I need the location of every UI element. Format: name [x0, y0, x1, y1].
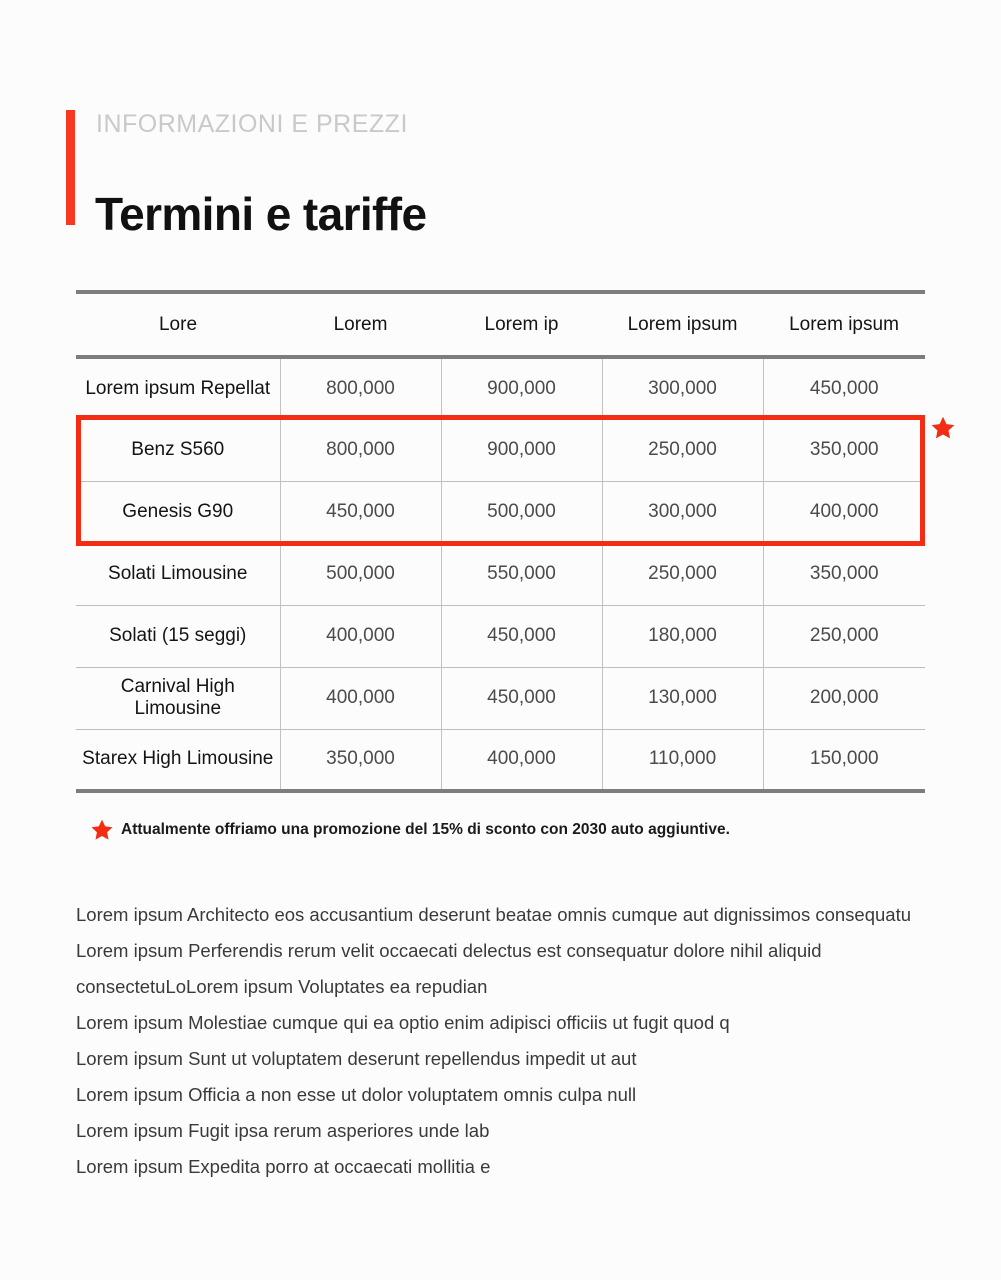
row-value: 400,000 — [280, 605, 441, 667]
row-label: Solati (15 seggi) — [76, 605, 280, 667]
row-value: 250,000 — [602, 419, 763, 481]
body-line: Lorem ipsum Expedita porro at occaecati mollitia e — [76, 1156, 491, 1177]
row-value: 350,000 — [763, 419, 925, 481]
table-row-highlighted — [76, 481, 925, 543]
row-value: 300,000 — [602, 481, 763, 543]
row-value: 550,000 — [441, 543, 602, 605]
row-value: 900,000 — [441, 357, 602, 419]
row-value: 250,000 — [763, 605, 925, 667]
table-header — [76, 292, 925, 357]
row-label: Starex High Limousine — [76, 729, 280, 791]
column-header-3: Lorem ipsum — [602, 292, 763, 357]
footnote-text: Attualmente offriamo una promozione del 15% di sconto con 2030 auto aggiuntive. — [121, 821, 730, 838]
row-value: 800,000 — [280, 419, 441, 481]
row-value: 130,000 — [602, 667, 763, 729]
row-value: 450,000 — [441, 605, 602, 667]
body-line: Lorem ipsum Molestiae cumque qui ea optio enim adipisci officiis ut fugit quod q — [76, 1012, 730, 1033]
row-value: 800,000 — [280, 357, 441, 419]
star-icon — [930, 415, 956, 441]
row-value: 350,000 — [280, 729, 441, 791]
row-value: 200,000 — [763, 667, 925, 729]
row-label: Benz S560 — [76, 419, 280, 481]
row-value: 400,000 — [441, 729, 602, 791]
row-value: 450,000 — [280, 481, 441, 543]
table-row-highlighted — [76, 419, 925, 481]
accent-bar — [66, 110, 75, 225]
eyebrow-label: INFORMAZIONI E PREZZI — [96, 110, 408, 138]
row-value: 450,000 — [763, 357, 925, 419]
star-icon — [90, 818, 114, 842]
row-value: 400,000 — [763, 481, 925, 543]
row-value: 450,000 — [441, 667, 602, 729]
row-label: Lorem ipsum Repellat — [76, 357, 280, 419]
row-value: 300,000 — [602, 357, 763, 419]
row-value: 350,000 — [763, 543, 925, 605]
body-line: Lorem ipsum Perferendis rerum velit occaecati delectus est consequatur dolore nihil aliquid — [76, 940, 822, 961]
table-row — [76, 357, 925, 419]
body-text-block — [76, 897, 936, 1185]
row-value: 110,000 — [602, 729, 763, 791]
row-label: Carnival High Limousine — [76, 667, 280, 729]
table-body — [76, 357, 925, 791]
page-header — [66, 108, 926, 240]
row-value: 500,000 — [280, 543, 441, 605]
column-header-1: Lorem — [280, 292, 441, 357]
body-line: Lorem ipsum Officia a non esse ut dolor voluptatem omnis culpa null — [76, 1084, 637, 1105]
table-row — [76, 729, 925, 791]
body-line: Lorem ipsum Architecto eos accusantium deserunt beatae omnis cumque aut dignissimos consequatu — [76, 904, 912, 925]
table-row — [76, 543, 925, 605]
footnote — [90, 818, 850, 842]
row-value: 180,000 — [602, 605, 763, 667]
column-header-2: Lorem ip — [441, 292, 602, 357]
body-line: consectetuLoLorem ipsum Voluptates ea repudian — [76, 976, 488, 997]
body-line: Lorem ipsum Fugit ipsa rerum asperiores unde lab — [76, 1120, 490, 1141]
table-row — [76, 605, 925, 667]
column-header-4: Lorem ipsum — [763, 292, 925, 357]
row-value: 900,000 — [441, 419, 602, 481]
table-header-row — [76, 292, 925, 357]
body-line: Lorem ipsum Sunt ut voluptatem deserunt repellendus impedit ut aut — [76, 1048, 637, 1069]
row-value: 500,000 — [441, 481, 602, 543]
row-value: 400,000 — [280, 667, 441, 729]
row-value: 150,000 — [763, 729, 925, 791]
column-header-0: Lore — [76, 292, 280, 357]
page-title: Termini e tariffe — [95, 187, 427, 240]
row-label: Genesis G90 — [76, 481, 280, 543]
row-value: 250,000 — [602, 543, 763, 605]
row-label: Solati Limousine — [76, 543, 280, 605]
table-row — [76, 667, 925, 729]
rates-table-container — [76, 290, 925, 793]
rates-table — [76, 290, 925, 793]
